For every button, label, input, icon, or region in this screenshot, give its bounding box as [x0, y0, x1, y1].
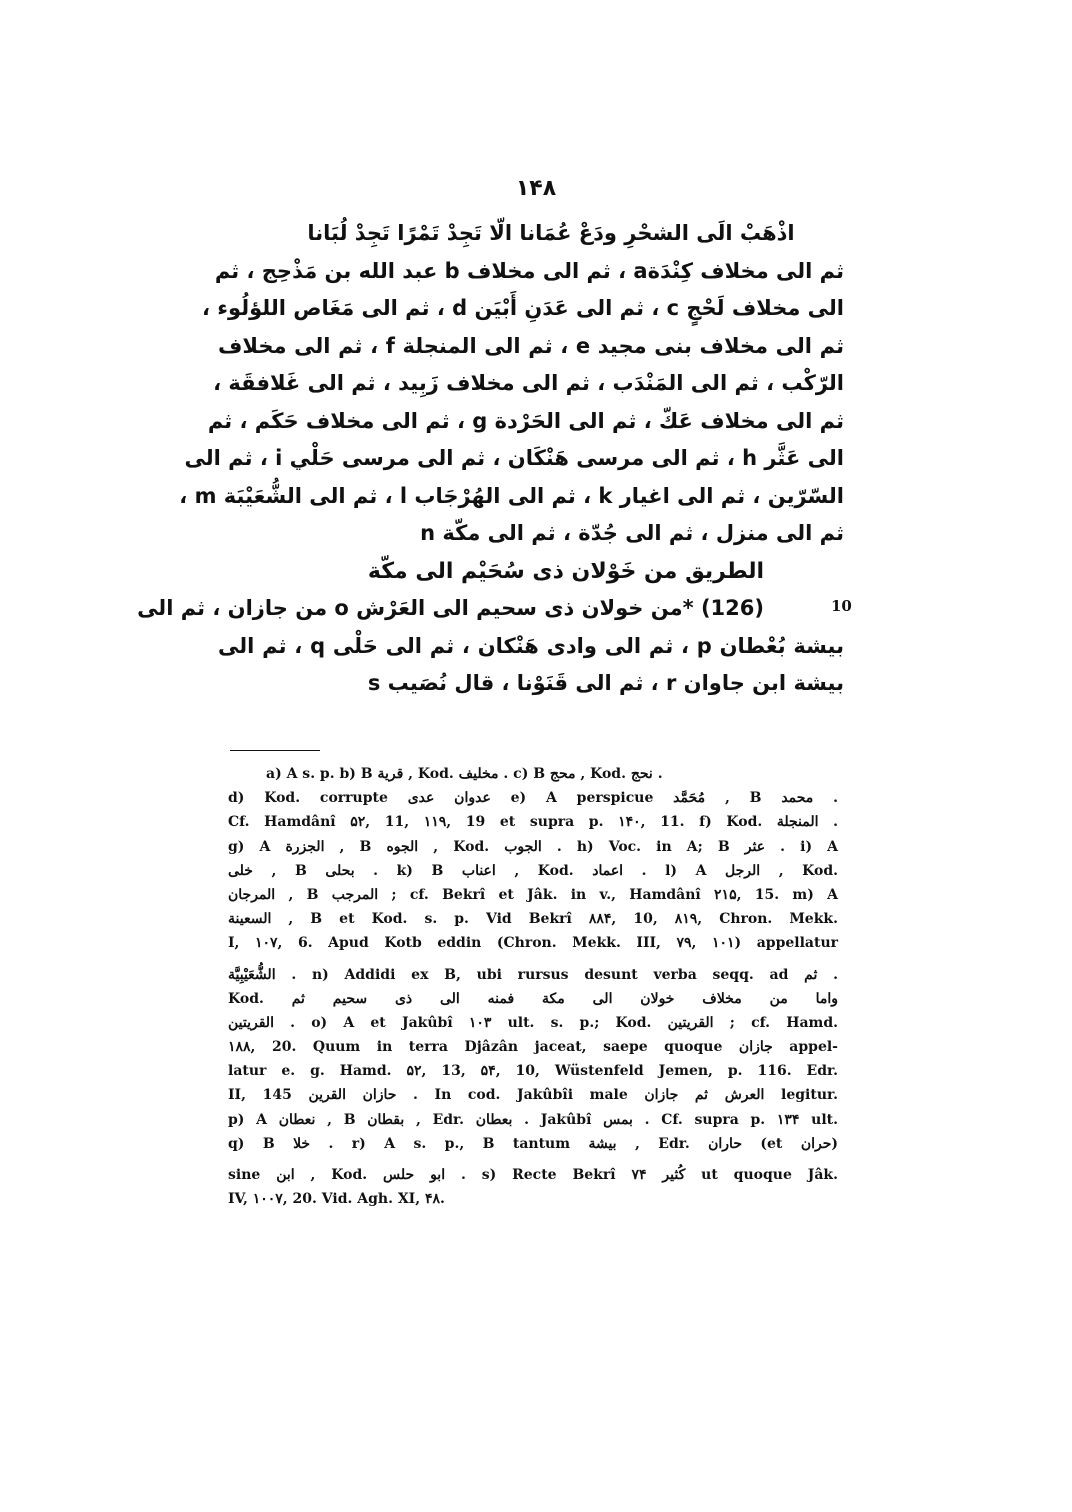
footnote-line: p) A نعطان , B بقطان , Edr. بعطان . Jakûbî بمس . Cf. supra p. ۱۳۴ ult. — [228, 1111, 839, 1128]
text-line: ثم الى مخلاف بنى مجيد e ، ثم الى المنجلة f ، ثم الى مخلاف — [218, 333, 844, 358]
footnote-line: II, 145 حازان القرين . In cod. Jakûbîi male العرش ثم جازان legitur. — [228, 1087, 838, 1104]
footnote-line: d) Kod. corrupte عدوان عدى e) A perspicue مُحَمَّد , B محمد . — [228, 790, 839, 807]
footnote-line: السعينة , B et Kod. s. p. Vid Bekrî ۸۸۴, 10, ۸۱۹, Chron. Mekk. — [228, 911, 838, 928]
footnote-separator — [230, 750, 320, 751]
footnote-line: I, ۱۰۷, 6. Apud Kotb eddin (Chron. Mekk. III, ۷۹, ۱۰۱) appellatur — [228, 935, 838, 952]
footnote-line: q) B خلا . r) A s. p., B tantum بيشة , Edr. حاران (et حران) — [228, 1135, 838, 1152]
margin-line-number: 10 — [831, 597, 852, 615]
text-line: (126) *من خولان ذى سحيم الى العَرْش o من جازان ، ثم الى — [137, 596, 764, 620]
footnote-line: g) A الجزرة , B الجوه , Kod. الجوب . h) Voc. in A; B عثر . i) A — [228, 838, 839, 855]
section-heading: الطريق من خَوْلان ذى سُحَيْم الى مكّة — [367, 558, 765, 584]
footnote-line: a) A s. p. b) B قرية , Kod. مخليف . c) B محج , Kod. نحج . — [266, 766, 663, 782]
footnote-line: IV, ۱۰۰۷, 20. Vid. Agh. XI, ۴۸. — [228, 1191, 445, 1208]
text-line: بيشة بُعْطان p ، ثم الى وادى هَنْكان ، ثم الى حَلْى q ، ثم الى — [218, 633, 844, 658]
page-number: ۱۴۸ — [515, 176, 557, 201]
footnote-line: الشُّعَيْبِيَّة . n) Addidi ex B, ubi rursus desunt verba seqq. ad ثم . — [228, 966, 839, 983]
footnote-line: ۱۸۸, 20. Quum in terra Djâzân jaceat, saepe quoque جازان appel- — [228, 1039, 838, 1056]
text-line: ثم الى مخلاف عَكّ ، ثم الى الحَرْدة g ، ثم الى مخلاف حَكَم ، ثم — [207, 408, 844, 433]
footnote-line: latur e. g. Hamd. ۵۲, 13, ۵۴, 10, Wüstenfeld Jemen, p. 116. Edr. — [228, 1063, 838, 1080]
footnote-line: القريتين . o) A et Jakûbî ۱۰۳ ult. s. p.; Kod. القريتين ; cf. Hamd. — [228, 1014, 838, 1031]
footnotes — [228, 762, 838, 1211]
text-line: بيشة ابن جاوان r ، ثم الى قَنَوْنا ، قال نُصَيب s — [367, 671, 844, 695]
text-line: ثم الى منزل ، ثم الى جُدّة ، ثم الى مكّة n — [420, 521, 844, 545]
text-line: الرّكْب ، ثم الى المَنْدَب ، ثم الى مخلاف زَبِيد ، ثم الى غَلافقَة ، — [213, 371, 844, 395]
text-line: الى مخلاف لَحْجٍ c ، ثم الى عَدَنِ أَبْيَن d ، ثم الى مَغَاص اللؤلُوء ، — [202, 296, 844, 320]
footnote-line: Kod. واما من مخلاف خولان الى مكة فمنه الى ذى سحيم ثم — [228, 990, 838, 1007]
arabic-main-text — [137, 215, 844, 703]
text-line: الى عَثَّر h ، ثم الى مرسى هَنْكَان ، ثم الى مرسى حَلْي i ، ثم الى — [184, 446, 844, 470]
footnote-line: Cf. Hamdânî ۵۲, 11, ۱۱۹, 19 et supra p. ۱۴۰, 11. f) Kod. المنجلة . — [228, 814, 839, 831]
text-line: السّرّين ، ثم الى اغيار k ، ثم الى الهُرْجَاب l ، ثم الى الشُّعَيْبَة m ، — [179, 483, 844, 508]
text-line: ثم الى مخلاف كِنْدَةa ، ثم الى مخلاف b عبد الله بن مَذْحِج ، ثم — [214, 258, 844, 283]
footnote-line: خلى , B بحلى . k) B اعناب , Kod. اعماد . l) A الرجل , Kod. — [228, 862, 838, 879]
footnote-line: المرجان , B المرجب ; cf. Bekrî et Jâk. in v., Hamdânî ۲۱۵, 15. m) A — [228, 886, 838, 903]
footnote-line: sine ابن , Kod. ابو حلس . s) Recte Bekrî ۷۴ كُثير ut quoque Jâk. — [228, 1167, 839, 1183]
verse-line: اذْهَبْ الَى الشحْرِ ودَعْ عُمَانا الّا تَجِدْ تَمْرًا تَجِدْ لُبَانا — [307, 221, 795, 245]
